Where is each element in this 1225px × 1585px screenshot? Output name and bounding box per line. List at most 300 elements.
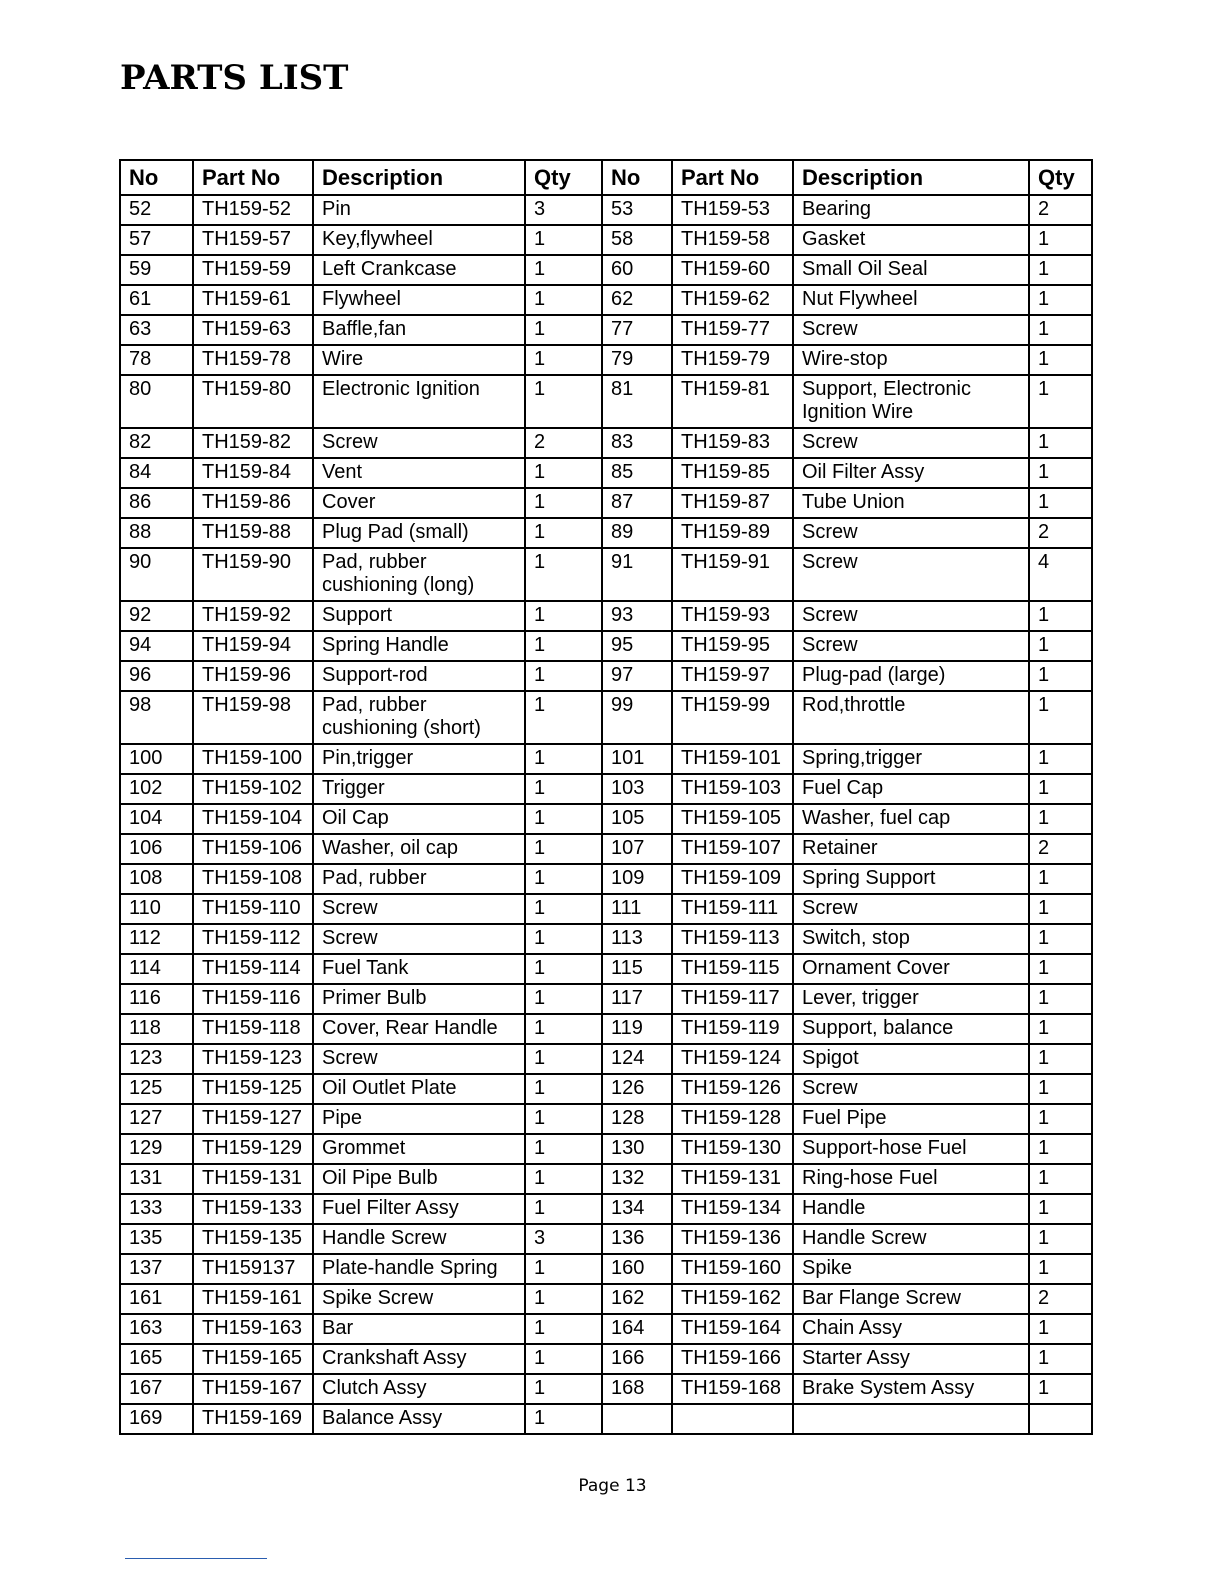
cell-part-no: TH159-123 (193, 1044, 313, 1074)
cell-no: 103 (602, 774, 672, 804)
cell-description: Balance Assy (313, 1404, 525, 1434)
cell-part-no: TH159-88 (193, 518, 313, 548)
cell-part-no: TH159-136 (672, 1224, 793, 1254)
cell-no: 115 (602, 954, 672, 984)
cell-no: 164 (602, 1314, 672, 1344)
cell-no: 161 (120, 1284, 193, 1314)
cell-qty: 1 (525, 375, 602, 428)
table-row (120, 488, 1092, 518)
cell-no: 160 (602, 1254, 672, 1284)
cell-no: 106 (120, 834, 193, 864)
parts-table-body (120, 195, 1092, 1434)
cell-no: 52 (120, 195, 193, 225)
cell-description: Fuel Cap (793, 774, 1029, 804)
cell-qty: 1 (525, 285, 602, 315)
cell-no: 124 (602, 1044, 672, 1074)
table-row (120, 661, 1092, 691)
cell-part-no: TH159-98 (193, 691, 313, 744)
cell-qty: 1 (525, 1104, 602, 1134)
cell-part-no: TH159-166 (672, 1344, 793, 1374)
table-row (120, 1344, 1092, 1374)
cell-no: 90 (120, 548, 193, 601)
cell-part-no: TH159-97 (672, 661, 793, 691)
cell-part-no: TH159-94 (193, 631, 313, 661)
cell-no: 58 (602, 225, 672, 255)
table-row (120, 1374, 1092, 1404)
cell-no: 57 (120, 225, 193, 255)
cell-part-no: TH159-91 (672, 548, 793, 601)
cell-no: 77 (602, 315, 672, 345)
cell-description: Spring,trigger (793, 744, 1029, 774)
cell-part-no: TH159-100 (193, 744, 313, 774)
cell-description: Screw (793, 601, 1029, 631)
cell-no: 169 (120, 1404, 193, 1434)
cell-part-no: TH159-90 (193, 548, 313, 601)
cell-qty: 1 (525, 488, 602, 518)
cell-qty: 4 (1029, 548, 1092, 601)
cell-part-no: TH159-108 (193, 864, 313, 894)
cell-qty: 1 (1029, 984, 1092, 1014)
cell-no: 119 (602, 1014, 672, 1044)
table-row (120, 924, 1092, 954)
cell-no: 91 (602, 548, 672, 601)
cell-part-no: TH159-80 (193, 375, 313, 428)
table-row (120, 1074, 1092, 1104)
col-header-part-no: Part No (193, 160, 313, 195)
page-number: Page 13 (578, 1476, 647, 1496)
cell-no: 117 (602, 984, 672, 1014)
cell-part-no: TH159-60 (672, 255, 793, 285)
cell-qty: 1 (1029, 924, 1092, 954)
cell-description: Plug-pad (large) (793, 661, 1029, 691)
cell-qty: 1 (525, 804, 602, 834)
cell-part-no: TH159-106 (193, 834, 313, 864)
cell-qty: 2 (1029, 518, 1092, 548)
cell-description: Switch, stop (793, 924, 1029, 954)
cell-description: Pipe (313, 1104, 525, 1134)
cell-no: 134 (602, 1194, 672, 1224)
cell-qty: 1 (1029, 774, 1092, 804)
cell-qty: 1 (1029, 1134, 1092, 1164)
table-row (120, 1314, 1092, 1344)
cell-part-no: TH159-117 (672, 984, 793, 1014)
page-title: PARTS LIST (120, 58, 349, 98)
cell-part-no: TH159-63 (193, 315, 313, 345)
cell-part-no: TH159-127 (193, 1104, 313, 1134)
table-row (120, 894, 1092, 924)
cell-qty: 3 (525, 195, 602, 225)
cell-part-no: TH159-124 (672, 1044, 793, 1074)
cell-no: 63 (120, 315, 193, 345)
cell-description: Screw (793, 1074, 1029, 1104)
cell-description: Support-rod (313, 661, 525, 691)
cell-part-no: TH159-109 (672, 864, 793, 894)
cell-part-no: TH159-126 (672, 1074, 793, 1104)
cell-part-no: TH159-113 (672, 924, 793, 954)
cell-qty: 1 (1029, 458, 1092, 488)
cell-qty: 1 (1029, 285, 1092, 315)
cell-part-no: TH159-77 (672, 315, 793, 345)
header-row (120, 160, 1092, 195)
table-row (120, 1134, 1092, 1164)
table-row (120, 1104, 1092, 1134)
col-header-part-no-2: Part No (672, 160, 793, 195)
table-row (120, 601, 1092, 631)
table-row (120, 954, 1092, 984)
cell-part-no: TH159-115 (672, 954, 793, 984)
cell-part-no: TH159-111 (672, 894, 793, 924)
cell-qty: 1 (525, 834, 602, 864)
cell-part-no: TH159-78 (193, 345, 313, 375)
cell-no: 112 (120, 924, 193, 954)
cell-qty (1029, 1404, 1092, 1434)
cell-no: 163 (120, 1314, 193, 1344)
table-row (120, 225, 1092, 255)
cell-no: 82 (120, 428, 193, 458)
cell-qty: 1 (1029, 1164, 1092, 1194)
cell-qty: 2 (1029, 834, 1092, 864)
cell-no: 79 (602, 345, 672, 375)
cell-description: Wire (313, 345, 525, 375)
table-row (120, 834, 1092, 864)
cell-no: 127 (120, 1104, 193, 1134)
table-row (120, 255, 1092, 285)
table-row (120, 744, 1092, 774)
table-row (120, 1224, 1092, 1254)
table-row (120, 195, 1092, 225)
cell-description: Washer, oil cap (313, 834, 525, 864)
cell-qty: 1 (525, 345, 602, 375)
cell-no: 108 (120, 864, 193, 894)
cell-description: Screw (793, 631, 1029, 661)
cell-description: Fuel Filter Assy (313, 1194, 525, 1224)
cell-description: Plug Pad (small) (313, 518, 525, 548)
table-row (120, 1044, 1092, 1074)
cell-description: Handle Screw (793, 1224, 1029, 1254)
cell-qty: 1 (525, 1014, 602, 1044)
cell-qty: 1 (1029, 255, 1092, 285)
footnote-divider (125, 1558, 267, 1559)
cell-description: Bar Flange Screw (793, 1284, 1029, 1314)
cell-description: Spring Handle (313, 631, 525, 661)
table-row (120, 631, 1092, 661)
cell-no: 129 (120, 1134, 193, 1164)
cell-description: Fuel Tank (313, 954, 525, 984)
cell-part-no: TH159-103 (672, 774, 793, 804)
table-row (120, 518, 1092, 548)
cell-qty: 1 (525, 691, 602, 744)
cell-part-no: TH159-96 (193, 661, 313, 691)
cell-description: Baffle,fan (313, 315, 525, 345)
cell-part-no: TH159-134 (672, 1194, 793, 1224)
cell-qty: 1 (525, 518, 602, 548)
cell-part-no: TH159-104 (193, 804, 313, 834)
cell-no: 81 (602, 375, 672, 428)
cell-part-no: TH159-169 (193, 1404, 313, 1434)
cell-no: 167 (120, 1374, 193, 1404)
table-row (120, 315, 1092, 345)
cell-description: Screw (313, 1044, 525, 1074)
cell-description: Cover (313, 488, 525, 518)
cell-description: Nut Flywheel (793, 285, 1029, 315)
cell-qty: 1 (525, 984, 602, 1014)
cell-qty: 1 (525, 315, 602, 345)
cell-qty: 1 (1029, 428, 1092, 458)
cell-qty: 2 (525, 428, 602, 458)
table-row (120, 691, 1092, 744)
cell-description: Left Crankcase (313, 255, 525, 285)
cell-no: 162 (602, 1284, 672, 1314)
cell-part-no: TH159-163 (193, 1314, 313, 1344)
cell-no: 104 (120, 804, 193, 834)
cell-description: Support, Electronic Ignition Wire (793, 375, 1029, 428)
cell-qty: 1 (525, 1254, 602, 1284)
cell-part-no: TH159-86 (193, 488, 313, 518)
cell-no: 130 (602, 1134, 672, 1164)
cell-description: Bar (313, 1314, 525, 1344)
table-row (120, 548, 1092, 601)
cell-description: Starter Assy (793, 1344, 1029, 1374)
cell-no: 113 (602, 924, 672, 954)
cell-description: Washer, fuel cap (793, 804, 1029, 834)
cell-part-no: TH159-102 (193, 774, 313, 804)
cell-part-no: TH159-118 (193, 1014, 313, 1044)
cell-qty: 1 (1029, 315, 1092, 345)
cell-description: Rod,throttle (793, 691, 1029, 744)
cell-qty: 1 (525, 924, 602, 954)
cell-description: Spike Screw (313, 1284, 525, 1314)
cell-qty: 1 (525, 661, 602, 691)
cell-part-no: TH159-119 (672, 1014, 793, 1044)
cell-description: Handle (793, 1194, 1029, 1224)
cell-qty: 1 (525, 1404, 602, 1434)
cell-qty: 1 (1029, 1014, 1092, 1044)
cell-no: 87 (602, 488, 672, 518)
cell-no: 165 (120, 1344, 193, 1374)
cell-part-no: TH159-128 (672, 1104, 793, 1134)
cell-no: 97 (602, 661, 672, 691)
cell-description: Support-hose Fuel (793, 1134, 1029, 1164)
cell-part-no: TH159-81 (672, 375, 793, 428)
cell-description: Vent (313, 458, 525, 488)
cell-no: 107 (602, 834, 672, 864)
cell-no: 105 (602, 804, 672, 834)
cell-description: Brake System Assy (793, 1374, 1029, 1404)
cell-no: 123 (120, 1044, 193, 1074)
cell-no: 166 (602, 1344, 672, 1374)
cell-qty: 1 (1029, 1044, 1092, 1074)
cell-part-no: TH159-61 (193, 285, 313, 315)
col-header-qty: Qty (525, 160, 602, 195)
table-row (120, 1284, 1092, 1314)
cell-part-no: TH159-82 (193, 428, 313, 458)
cell-description: Flywheel (313, 285, 525, 315)
cell-qty: 1 (1029, 1344, 1092, 1374)
cell-qty: 1 (1029, 1104, 1092, 1134)
cell-qty: 1 (525, 601, 602, 631)
cell-description: Pad, rubber cushioning (long) (313, 548, 525, 601)
cell-no: 111 (602, 894, 672, 924)
cell-part-no: TH159-130 (672, 1134, 793, 1164)
cell-description: Oil Pipe Bulb (313, 1164, 525, 1194)
cell-part-no: TH159-165 (193, 1344, 313, 1374)
cell-qty: 1 (525, 1284, 602, 1314)
cell-no: 80 (120, 375, 193, 428)
cell-no: 88 (120, 518, 193, 548)
cell-part-no: TH159-110 (193, 894, 313, 924)
cell-qty: 1 (525, 458, 602, 488)
table-row (120, 1194, 1092, 1224)
cell-no: 53 (602, 195, 672, 225)
cell-no: 86 (120, 488, 193, 518)
cell-qty: 2 (1029, 1284, 1092, 1314)
cell-qty: 1 (1029, 691, 1092, 744)
cell-part-no: TH159-112 (193, 924, 313, 954)
cell-qty: 1 (1029, 1194, 1092, 1224)
cell-qty: 3 (525, 1224, 602, 1254)
cell-qty: 1 (525, 1314, 602, 1344)
cell-qty: 1 (1029, 1374, 1092, 1404)
cell-qty: 1 (1029, 225, 1092, 255)
table-row (120, 428, 1092, 458)
table-row (120, 804, 1092, 834)
cell-part-no: TH159-95 (672, 631, 793, 661)
cell-description: Electronic Ignition (313, 375, 525, 428)
cell-part-no: TH159-58 (672, 225, 793, 255)
cell-qty: 1 (1029, 744, 1092, 774)
cell-description: Lever, trigger (793, 984, 1029, 1014)
cell-no: 118 (120, 1014, 193, 1044)
cell-part-no: TH159-167 (193, 1374, 313, 1404)
cell-description: Spigot (793, 1044, 1029, 1074)
cell-description: Screw (793, 518, 1029, 548)
cell-part-no: TH159-93 (672, 601, 793, 631)
cell-description: Pin,trigger (313, 744, 525, 774)
cell-qty: 1 (1029, 804, 1092, 834)
cell-qty: 1 (525, 954, 602, 984)
cell-qty: 1 (525, 1194, 602, 1224)
cell-no: 168 (602, 1374, 672, 1404)
cell-part-no: TH159-89 (672, 518, 793, 548)
cell-qty: 1 (525, 774, 602, 804)
cell-no: 110 (120, 894, 193, 924)
cell-no: 114 (120, 954, 193, 984)
cell-no: 125 (120, 1074, 193, 1104)
col-header-description: Description (313, 160, 525, 195)
cell-part-no: TH159-161 (193, 1284, 313, 1314)
cell-description: Fuel Pipe (793, 1104, 1029, 1134)
cell-part-no: TH159-164 (672, 1314, 793, 1344)
cell-part-no: TH159-105 (672, 804, 793, 834)
cell-no: 136 (602, 1224, 672, 1254)
cell-part-no: TH159-87 (672, 488, 793, 518)
table-row (120, 375, 1092, 428)
cell-qty: 2 (1029, 195, 1092, 225)
cell-qty: 1 (1029, 488, 1092, 518)
table-row (120, 984, 1092, 1014)
cell-qty: 1 (1029, 954, 1092, 984)
cell-no (602, 1404, 672, 1434)
cell-no: 62 (602, 285, 672, 315)
cell-part-no: TH159-168 (672, 1374, 793, 1404)
cell-description: Support, balance (793, 1014, 1029, 1044)
parts-table (119, 159, 1093, 1435)
col-header-no-2: No (602, 160, 672, 195)
cell-description: Screw (313, 428, 525, 458)
cell-no: 78 (120, 345, 193, 375)
cell-part-no: TH159-59 (193, 255, 313, 285)
cell-description: Screw (313, 894, 525, 924)
cell-part-no: TH159-131 (193, 1164, 313, 1194)
cell-part-no: TH159-114 (193, 954, 313, 984)
cell-description: Oil Filter Assy (793, 458, 1029, 488)
table-row (120, 774, 1092, 804)
cell-part-no: TH159-160 (672, 1254, 793, 1284)
cell-description: Trigger (313, 774, 525, 804)
table-row (120, 1014, 1092, 1044)
col-header-qty-2: Qty (1029, 160, 1092, 195)
cell-qty: 1 (525, 1044, 602, 1074)
cell-description: Spike (793, 1254, 1029, 1284)
cell-no: 135 (120, 1224, 193, 1254)
table-row (120, 458, 1092, 488)
cell-part-no: TH159-133 (193, 1194, 313, 1224)
cell-qty: 1 (525, 894, 602, 924)
cell-qty: 1 (525, 631, 602, 661)
cell-part-no: TH159-85 (672, 458, 793, 488)
cell-qty: 1 (525, 1374, 602, 1404)
table-row (120, 1254, 1092, 1284)
table-row (120, 285, 1092, 315)
cell-part-no: TH159-83 (672, 428, 793, 458)
cell-part-no: TH159-92 (193, 601, 313, 631)
cell-part-no: TH159-53 (672, 195, 793, 225)
cell-description: Support (313, 601, 525, 631)
cell-no: 100 (120, 744, 193, 774)
cell-description: Ring-hose Fuel (793, 1164, 1029, 1194)
cell-no: 133 (120, 1194, 193, 1224)
cell-description: Screw (793, 315, 1029, 345)
cell-no: 101 (602, 744, 672, 774)
cell-no: 60 (602, 255, 672, 285)
cell-qty: 1 (1029, 1074, 1092, 1104)
cell-description: Screw (793, 548, 1029, 601)
cell-description: Screw (793, 428, 1029, 458)
cell-no: 59 (120, 255, 193, 285)
cell-qty: 1 (1029, 1224, 1092, 1254)
cell-description: Retainer (793, 834, 1029, 864)
cell-no: 92 (120, 601, 193, 631)
cell-description: Ornament Cover (793, 954, 1029, 984)
cell-qty: 1 (525, 1074, 602, 1104)
table-row (120, 1164, 1092, 1194)
cell-description: Tube Union (793, 488, 1029, 518)
cell-description: Pad, rubber (313, 864, 525, 894)
cell-qty: 1 (1029, 375, 1092, 428)
cell-part-no: TH159-116 (193, 984, 313, 1014)
cell-description: Key,flywheel (313, 225, 525, 255)
table-row (120, 864, 1092, 894)
cell-description: Pin (313, 195, 525, 225)
cell-no: 128 (602, 1104, 672, 1134)
cell-part-no: TH159-107 (672, 834, 793, 864)
cell-description: Gasket (793, 225, 1029, 255)
cell-qty: 1 (525, 1344, 602, 1374)
cell-qty: 1 (1029, 631, 1092, 661)
cell-description: Grommet (313, 1134, 525, 1164)
cell-no: 98 (120, 691, 193, 744)
cell-no: 93 (602, 601, 672, 631)
